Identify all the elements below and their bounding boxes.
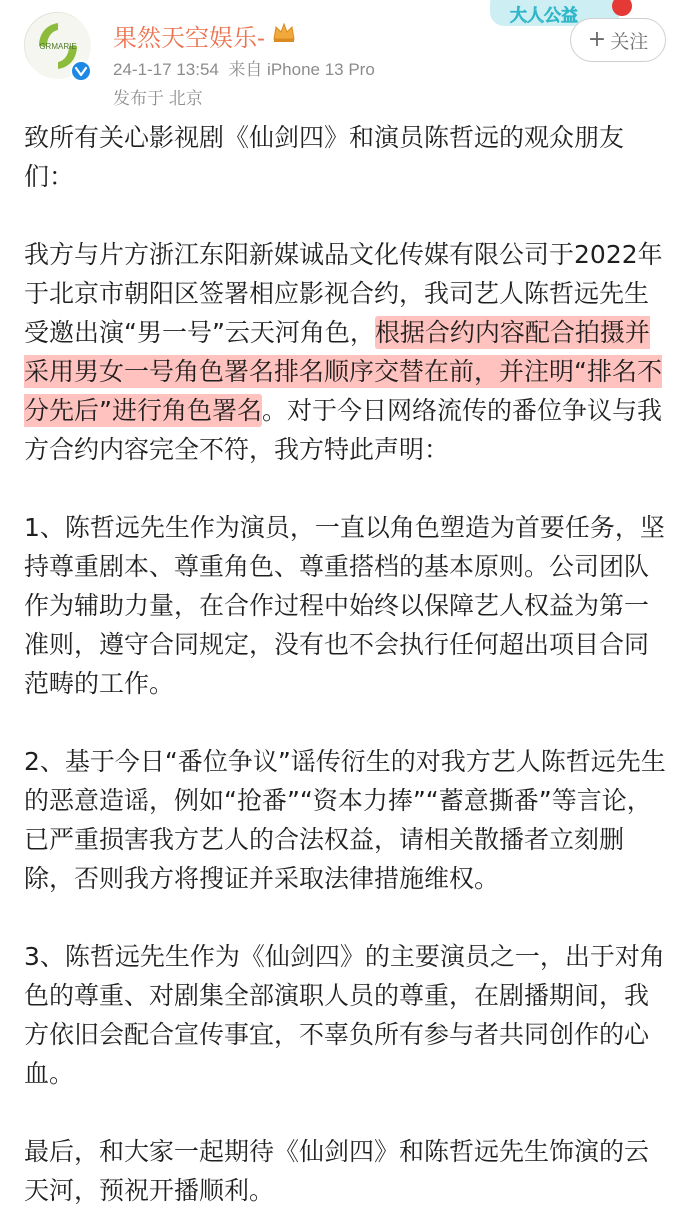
follow-button[interactable] [570,18,666,62]
follow-label: 关注 [610,30,649,53]
plus-icon: + [587,27,607,52]
post-body [24,118,670,1210]
post-timestamp: 24-1-17 13:54 [113,60,219,79]
highlighted-text: 根据合约内容配合拍摄并采用男女一号角色署名排名顺序交替在前，并注明“排名不分先后”进行角色署名 [24,318,662,425]
username[interactable]: 果然天空娱乐- [113,24,265,52]
charity-badge-text: 大人公益 [510,6,578,26]
paragraph-contract [24,235,670,469]
paragraph-closing: 最后，和大家一起期待《仙剑四》和陈哲远先生饰演的云天河，预祝开播顺利。 [24,1137,650,1205]
paragraph-contract-start: 我方与片方浙江东阳新媒诚品文化传媒有限公司于2022年于北京市朝阳区签署相应影视合约，我司艺人陈哲远先生受邀出演“男一号”云天河角色， [24,240,663,347]
paragraph-point-1: 1、陈哲远先生作为演员，一直以角色塑造为首要任务，坚持尊重剧本、尊重角色、尊重搭档的基本原则。公司团队作为辅助力量，在合作过程中始终以保障艺人权益为第一准则，遵守合同规定，没有也不会执行任何超出项目合同范畴的工作。 [24,513,665,698]
paragraph-point-2: 2、基于今日“番位争议”谣传衍生的对我方艺人陈哲远先生的恶意造谣，例如“抢番”“资本力捧”“蓄意撕番”等言论，已严重损害我方艺人的合法权益，请相关散播者立刻删除，否则我方将搜证并采取法律措施维权。 [24,747,666,893]
paragraph-point-3: 3、陈哲远先生作为《仙剑四》的主要演员之一，出于对角色的尊重、对剧集全部演职人员的尊重，在剧播期间，我方依旧会配合宣传事宜，不辜负所有参与者共同创作的心血。 [24,942,665,1088]
paragraph-contract-end: 。对于今日网络流传的番位争议与我方合约内容完全不符，我方特此声明： [24,396,662,464]
post-source: 来自 iPhone 13 Pro [228,60,375,79]
paragraph-greeting: 致所有关心影视剧《仙剑四》和演员陈哲远的观众朋友们： [24,123,625,191]
crown-icon [271,21,297,50]
post-meta [113,55,375,80]
username-row[interactable] [113,18,297,52]
post-location: 发布于 北京 [113,89,203,108]
avatar-text: GRMARIE [39,42,77,51]
verified-badge-icon [70,60,92,82]
post-header [0,0,690,112]
